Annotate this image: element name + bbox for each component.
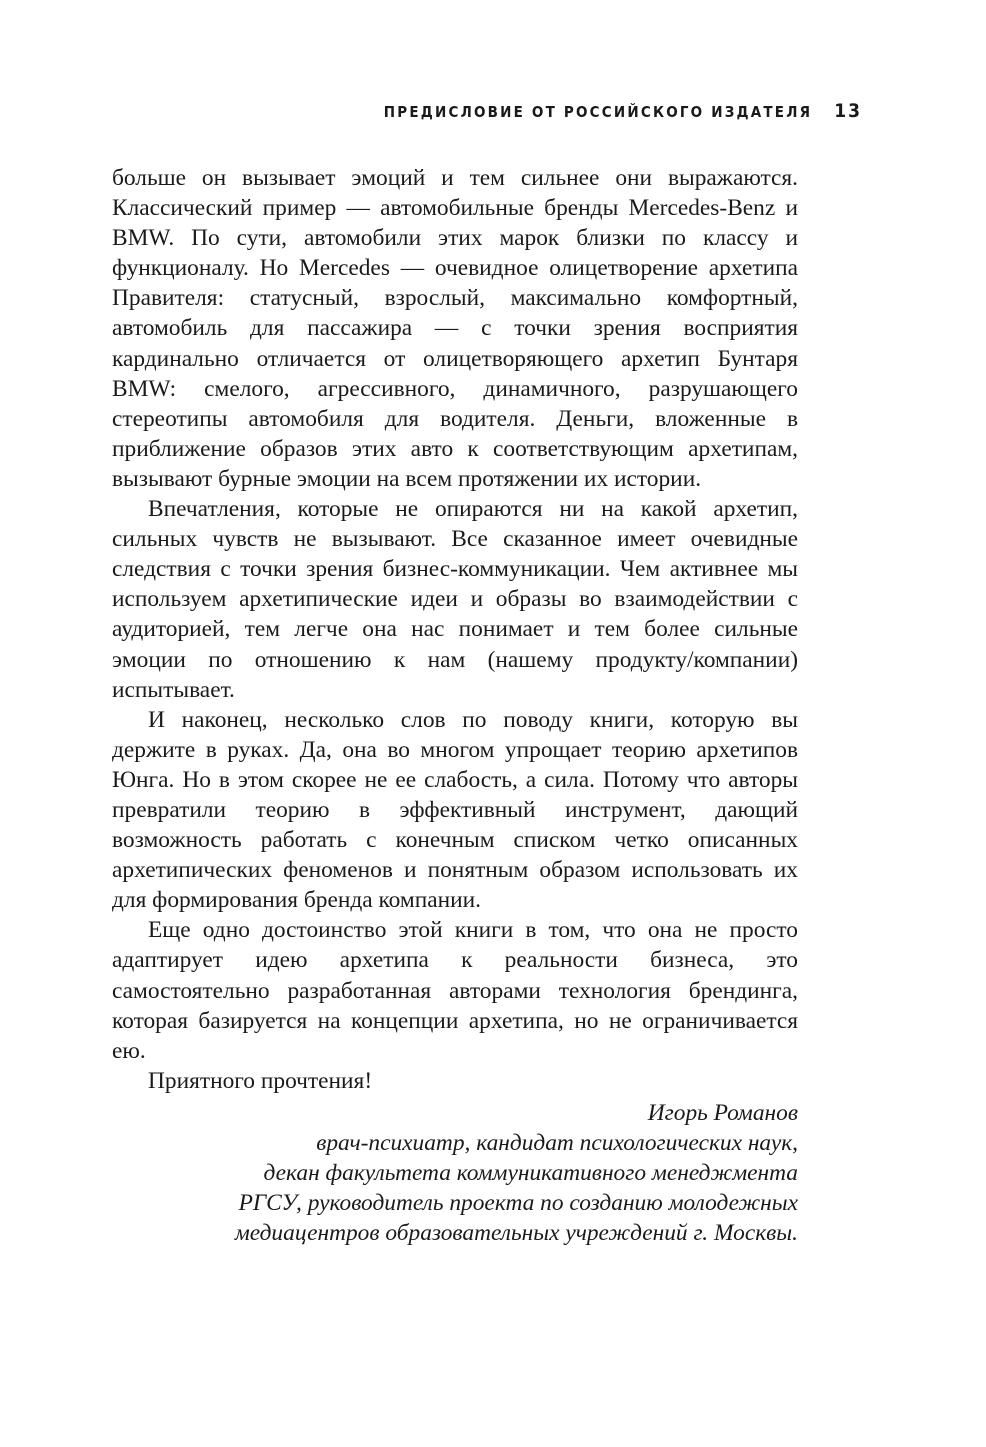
running-header <box>384 100 862 122</box>
paragraph: Еще одно достоинство этой книги в том, что она не просто адаптирует идею архетипа к реальности бизнеса, это самостоятельно разработанная авторами технология брендинга, которая базируется на концепции архетипа, но не ограничивается ею. <box>112 917 798 1064</box>
signature-title-line: декан факультета коммуникативного менеджмента <box>263 1160 798 1187</box>
signature-title-line: врач-психиатр, кандидат психологических наук, <box>316 1130 798 1156</box>
body-text <box>112 163 798 1248</box>
closing-line: Приятного прочтения! <box>148 1067 373 1094</box>
paragraph-continued: больше он вызывает эмоций и тем сильнее они выражаются. Классический пример — автомобильные бренды Mercedes-Benz и BMW. По сути, автомобили этих марок близки по классу и функционалу. Но Mercedes — очевидное олицетворение архетипа Правителя: статусный, взрослый, максимально комфортный, автомобиль для пассажира — с точки зрения восприятия кардинально отличается от олицетворяющего архетип Бунтаря BMW: смелого, агрессивного, динамичного, разрушающего стереотипы автомобиля для водителя. Деньги, вложенные в приближение образов этих авто к соответствующим архетипам, вызывают бурные эмоции на всем протяжении их истории. <box>112 165 798 492</box>
signature-block <box>112 1098 798 1248</box>
running-header-title: ПРЕДИСЛОВИЕ ОТ РОССИЙСКОГО ИЗДАТЕЛЯ <box>383 103 813 121</box>
signature-title-line: медиацентров образовательных учреждений г. Москвы. <box>234 1220 798 1247</box>
page-number: 13 <box>834 100 862 122</box>
paragraph: Впечатления, которые не опираются ни на какой архетип, сильных чувств не вызывают. Все сказанное имеет очевидные следствия с точки зрения бизнес-коммуникации. Чем активнее мы используем архетипические идеи и образы во взаимодействии с аудиторией, тем легче она нас понимает и тем более сильные эмоции по отношению к нам (нашему продукту/компании) испытывает. <box>112 496 798 703</box>
paragraph: И наконец, несколько слов по поводу книги, которую вы держите в руках. Да, она во многом упрощает теорию архетипов Юнга. Но в этом скорее не ее слабость, а сила. Потому что авторы превратили теорию в эффективный инструмент, дающий возможность работать с конечным списком четко описанных архетипических феноменов и понятным образом использовать их для формирования бренда компании. <box>112 706 798 914</box>
signature-title-line: РГСУ, руководитель проекта по созданию молодежных <box>238 1190 798 1217</box>
signature-name: Игорь Романов <box>647 1099 798 1126</box>
